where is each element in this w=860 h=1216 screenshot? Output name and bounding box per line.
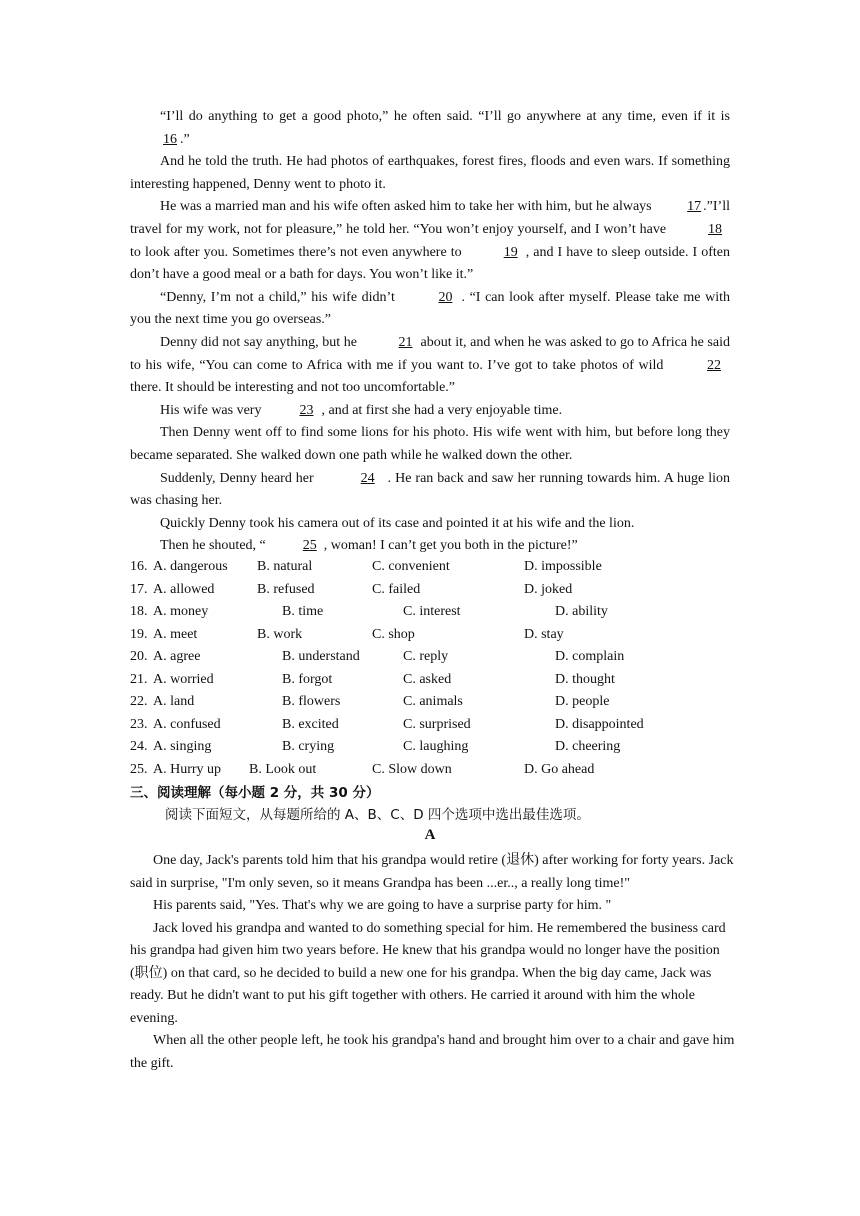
- paragraph: Then he shouted, “ 25 , woman! I can’t get you both in the picture!”: [130, 535, 730, 558]
- paragraph: “I’ll do anything to get a good photo,” he often said. “I’ll go anywhere at any time, even if it is 16 .”: [130, 106, 730, 151]
- blank-16: 16: [163, 131, 177, 147]
- blank-24: 24: [360, 470, 375, 486]
- blank-18: 18: [708, 221, 722, 237]
- blank-25: 25: [302, 538, 317, 554]
- paragraph: Jack loved his grandpa and wanted to do something special for him. He remembered the business card his grandpa had given him two years before. He knew that his grandpa would no longer have the position (职位) on that card, so he decided to build a new one for his grandpa. When the big day came, Jack was ready. But he didn't want to put his gift together with others. He carried it around with him the whole evening.: [130, 920, 726, 1026]
- paragraph: His parents said, "Yes. That's why we are going to have a surprise party for him. ": [153, 898, 612, 913]
- blank-19: 19: [503, 244, 518, 260]
- paragraph: “Denny, I’m not a child,” his wife didn’t 20 . “I can look after myself. Please take me with you the next time you go overseas.”: [130, 287, 730, 332]
- blank-17: 17: [687, 199, 702, 215]
- option-row: 23. A. confused B. excited C. surprised D. disappointed: [130, 716, 644, 732]
- paragraph: When all the other people left, he took his grandpa's hand and brought him over to a chair and gave him the gift.: [130, 1033, 735, 1071]
- paragraph: One day, Jack's parents told him that his grandpa would retire (退休) after working for forty years. Jack said in surprise, "I'm only seven, so it means Grandpa has been ...er.., a really long time!": [130, 853, 734, 891]
- paragraph: He was a married man and his wife often asked him to take her with him, but he always 17 .”I’ll travel for my work, not for pleasure,” he told her. “You won’t enjoy yourself, and I won’t have 18to look after you. Sometimes there’s not even anywhere to 19 , and I have to sleep outside. I often don’t have a good meal or a bath for days. You won’t like it.”: [130, 196, 730, 286]
- option-row: 24. A. singing B. crying C. laughing D. cheering: [130, 739, 621, 754]
- answer-options: [130, 556, 750, 781]
- paragraph: Denny did not say anything, but he 21 about it, and when he was asked to go to Africa he said to his wife, “You can come to Africa with me if you want to. I’ve got to take photos of wild 22there. It should be interesting and not too uncomfortable.”: [130, 332, 730, 400]
- option-row: 21. A. worried B. forgot C. asked D. thought: [130, 671, 615, 687]
- blank-20: 20: [438, 289, 453, 305]
- reading-passage-a: [130, 850, 740, 1075]
- paragraph: And he told the truth. He had photos of earthquakes, forest fires, floods and even wars. If something interesting happened, Denny went to photo it.: [130, 154, 730, 192]
- option-row: 19. A. meet B. work C. shop D. stay: [130, 626, 564, 642]
- option-row: 20. A. agree B. understand C. reply D. complain: [130, 649, 625, 664]
- section-instruction: 阅读下面短文，从每题所给的 A、B、C、D 四个选项中选出最佳选项。: [165, 807, 590, 823]
- option-row: 22. A. land B. flowers C. animals D. people: [130, 694, 610, 709]
- paragraph: His wife was very 23 , and at first she had a very enjoyable time.: [130, 400, 730, 423]
- option-row: 25. A. Hurry up B. Look out C. Slow down D. Go ahead: [130, 761, 595, 777]
- option-row: 18. A. money B. time C. interest D. ability: [130, 604, 608, 619]
- paragraph: Quickly Denny took his camera out of its case and pointed it at his wife and the lion.: [160, 515, 635, 531]
- blank-21: 21: [398, 334, 413, 350]
- part-label: A: [424, 827, 436, 843]
- section-title: 三、阅读理解（每小题 2 分，共 30 分）: [130, 785, 380, 801]
- paragraph: Then Denny went off to find some lions for his photo. His wife went with him, but before long they became separated. She walked down one path while he walked down the other.: [130, 425, 730, 463]
- paragraph: Suddenly, Denny heard her 24 . He ran back and saw her running towards him. A huge lion was chasing her.: [130, 468, 730, 513]
- option-row: 16. A. dangerous B. natural C. convenient D. impossible: [130, 559, 602, 574]
- blank-23: 23: [299, 402, 314, 418]
- option-row: 17. A. allowed B. refused C. failed D. joked: [130, 581, 573, 597]
- blank-22: 22: [707, 357, 721, 373]
- cloze-passage: [130, 106, 730, 558]
